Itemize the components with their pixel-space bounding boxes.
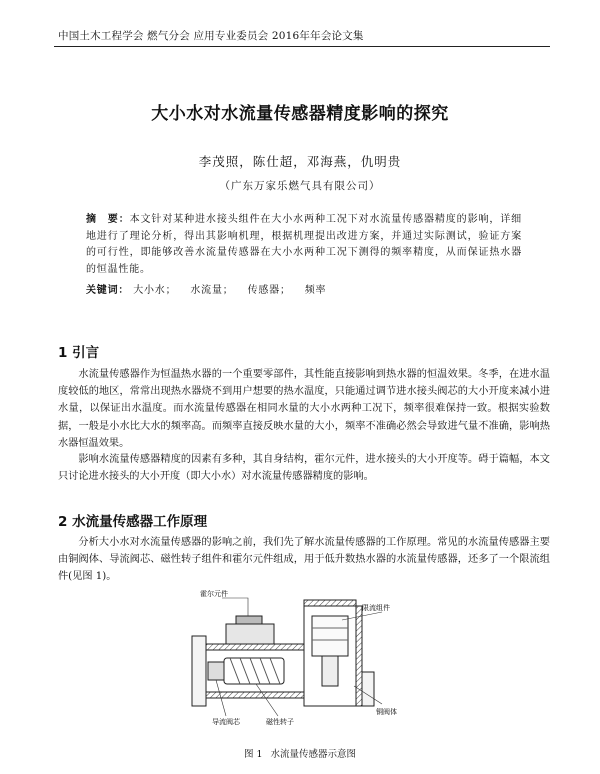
label-limiter-assembly: 限流组件 [362,604,390,612]
abstract [86,212,522,278]
keyword: 水流量； [190,285,234,296]
keywords [86,281,522,296]
authors: 李茂照，陈仕超，邓海燕，仇明贵 [198,154,402,169]
upper-wall [206,644,304,650]
abstract-text: 本文针对某种进水接头组件在大小水两种工况下对水流量传感器精度的影响，详细地进行了理论分析，得出其影响机理，根据机理提出改进方案，并通过实际测试，验证方案的可行性，即能够改善水流量传感器在大小水两种工况下测得的频率精度，从而保证热水器的恒温性能。 [86,214,522,275]
hall-element [236,616,262,624]
keyword: 频率 [304,285,327,296]
paragraph: 影响水流量传感器精度的因素有多种，其自身结构，霍尔元件，进水接头的大小开度等。碍于篇幅，本文只讨论进水接头的大小开度（即大小水）对水流量传感器精度的影响。 [58,454,550,483]
abstract-label: 摘 要： [86,214,130,225]
section-heading-principle: 2 水流量传感器工作原理 [58,514,208,530]
limiter-assembly [312,616,348,656]
figure-caption [0,746,600,760]
figure-sensor-diagram [186,586,406,728]
section-heading-introduction: 1 引言 [58,345,100,361]
label-hall-element: 霍尔元件 [200,590,228,598]
left-flange [192,636,206,706]
paragraph: 水流量传感器作为恒温热水器的一个重要零部件，其性能直接影响到热水器的恒温效果。冬季，在进水温度较低的地区，常常出现热水器烧不到用户想要的热水温度，只能通过调节进水接头阀芯的大小开度来减小进水量，以保证出水温度。而水流量传感器在相同水量的大小水两种工况下，频率很难保持一致。根据实验数据，一般是小水比大水的频率高。而频率直接反映水量的大小，频率不准确必然会导致进气量不准确，影响热水器恒温效果。 [58,369,550,449]
running-header: 中国土木工程学会 燃气分会 应用专业委员会 2016年年会论文集 [58,30,364,42]
paper-title: 大小水对水流量传感器精度影响的探究 [151,104,449,124]
label-copper-body: 铜阀体 [376,708,397,716]
sensor-diagram-drawing [186,586,406,728]
header-rule [54,46,550,47]
hall-housing [226,624,274,644]
figure-number: 图 1 [243,749,263,760]
guide-core [208,662,224,680]
label-guide-core: 导流阀芯 [212,718,240,726]
keywords-label: 关键词： [86,285,130,296]
keyword: 传感器； [247,285,291,296]
figure-caption-text: 水流量传感器示意图 [270,749,357,760]
right-flange [362,672,374,706]
keyword: 大小水； [133,285,177,296]
affiliation: （广东万家乐燃气具有限公司） [219,180,381,192]
paragraph: 分析大小水对水流量传感器的影响之前，我们先了解水流量传感器的工作原理。常见的水流量传感器主要由铜阀体、导流阀芯、磁性转子组件和霍尔元件组成，用于低升数热水器的水流量传感器，还多了一个限流组件(见图 1)。 [58,537,550,583]
label-magnetic-rotor: 磁性转子 [266,718,294,726]
